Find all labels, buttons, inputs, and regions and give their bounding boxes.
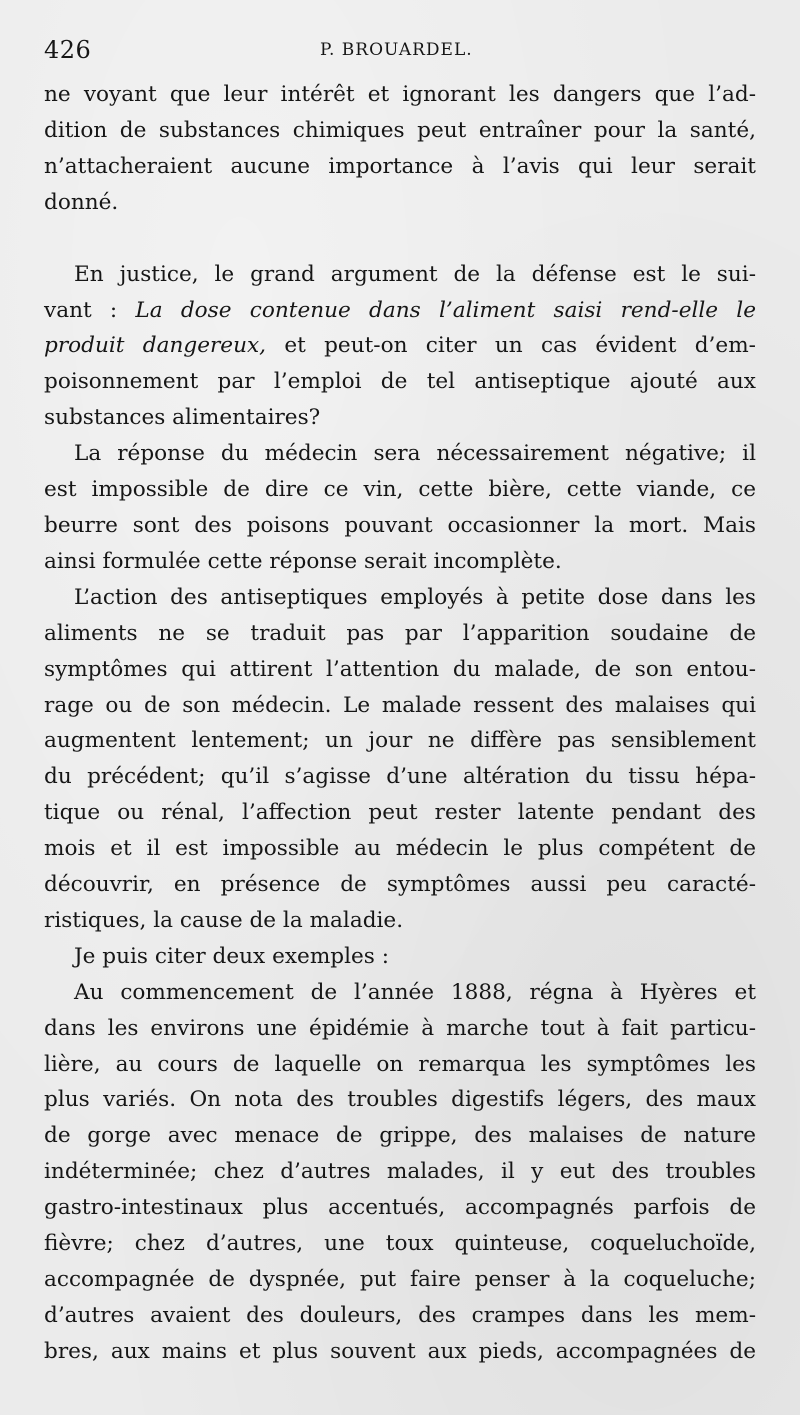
text-line-mixed <box>44 328 756 364</box>
text-line: d’autres avaient des douleurs, des crampes dans les mem- <box>44 1302 756 1328</box>
text-line: est impossible de dire ce vin, cette bière, cette viande, ce <box>44 477 756 503</box>
text-line: mois et il est impossible au médecin le plus compétent de <box>44 836 756 862</box>
running-head <box>44 36 756 68</box>
text-line: symptômes qui attirent l’attention du malade, de son entou- <box>44 656 756 682</box>
paragraph-continuation <box>44 77 756 221</box>
body-text <box>44 77 756 1370</box>
text-line: dition de substances chimiques peut entraîner pour la santé, <box>44 117 756 143</box>
text-line: rage ou de son médecin. Le malade ressent des malaises qui <box>44 692 756 718</box>
text-line: dans les environs une épidémie à marche tout à fait particu- <box>44 1015 756 1041</box>
text-line: ne voyant que leur intérêt et ignorant les dangers que l’ad- <box>44 82 756 107</box>
page-number: 426 <box>44 36 92 64</box>
text-line: découvrir, en présence de symptômes aussi peu caracté- <box>44 872 756 898</box>
text-line: accompagnée de dyspnée, put faire penser à la coqueluche; <box>44 1267 756 1292</box>
text-line: gastro-intestinaux plus accentués, accompagnés parfois de <box>44 1195 756 1221</box>
text-line: plus variés. On nota des troubles digestifs légers, des maux <box>44 1087 756 1113</box>
text-line: La réponse du médecin sera nécessairement négative; il <box>74 441 756 467</box>
text-fragment: et peut-on citer un cas évident d’em- <box>284 333 756 359</box>
text-line: du précédent; qu’il s’agisse d’une altération du tissu hépa- <box>44 764 756 790</box>
text-line: lière, au cours de laquelle on remarqua les symptômes les <box>44 1051 756 1077</box>
text-line: bres, aux mains et plus souvent aux pieds, accompagnées de <box>44 1338 756 1364</box>
paragraph-hyeres <box>44 975 756 1370</box>
paragraph-examples-intro <box>44 939 756 975</box>
paragraph-antiseptics <box>44 580 756 939</box>
text-line: substances alimentaires? <box>44 405 321 431</box>
text-line: ristiques, la cause de la maladie. <box>44 907 404 933</box>
text-line: beurre sont des poisons pouvant occasionner la mort. Mais <box>44 512 756 538</box>
text-line: Au commencement de l’année 1888, régna à Hyères et <box>74 979 756 1005</box>
text-line: fièvre; chez d’autres, une toux quinteuse, coqueluchoïde, <box>44 1231 756 1257</box>
text-line: ainsi formulée cette réponse serait incomplète. <box>44 548 562 574</box>
italic-question: La dose contenue dans l’aliment saisi rend-elle le <box>135 297 756 323</box>
italic-phrase: produit dangereux, <box>44 333 267 359</box>
text-line: de gorge avec menace de grippe, des malaises de nature <box>44 1123 756 1149</box>
text-line: augmentent lentement; un jour ne diffère pas sensiblement <box>44 728 756 754</box>
text-line: poisonnement par l’emploi de tel antiseptique ajouté aux <box>44 369 756 395</box>
paragraph-defense <box>44 257 756 437</box>
text-line-mixed <box>44 293 756 329</box>
text-line: aliments ne se traduit pas par l’apparition soudaine de <box>44 620 756 646</box>
running-head-author: P. BROUARDEL. <box>320 40 473 60</box>
text-line: L’action des antiseptiques employés à petite dose dans les <box>74 584 756 610</box>
text-line: n’attacheraient aucune importance à l’avis qui leur serait <box>44 153 756 179</box>
paragraph-response <box>44 436 756 580</box>
text-fragment: vant : <box>44 297 118 323</box>
text-line: indéterminée; chez d’autres malades, il y eut des troubles <box>44 1159 756 1185</box>
text-line: En justice, le grand argument de la défense est le sui- <box>74 261 756 287</box>
text-line: donné. <box>44 189 119 215</box>
text-line: tique ou rénal, l’affection peut rester latente pendant des <box>44 800 756 826</box>
text-line: Je puis citer deux exemples : <box>74 943 390 969</box>
